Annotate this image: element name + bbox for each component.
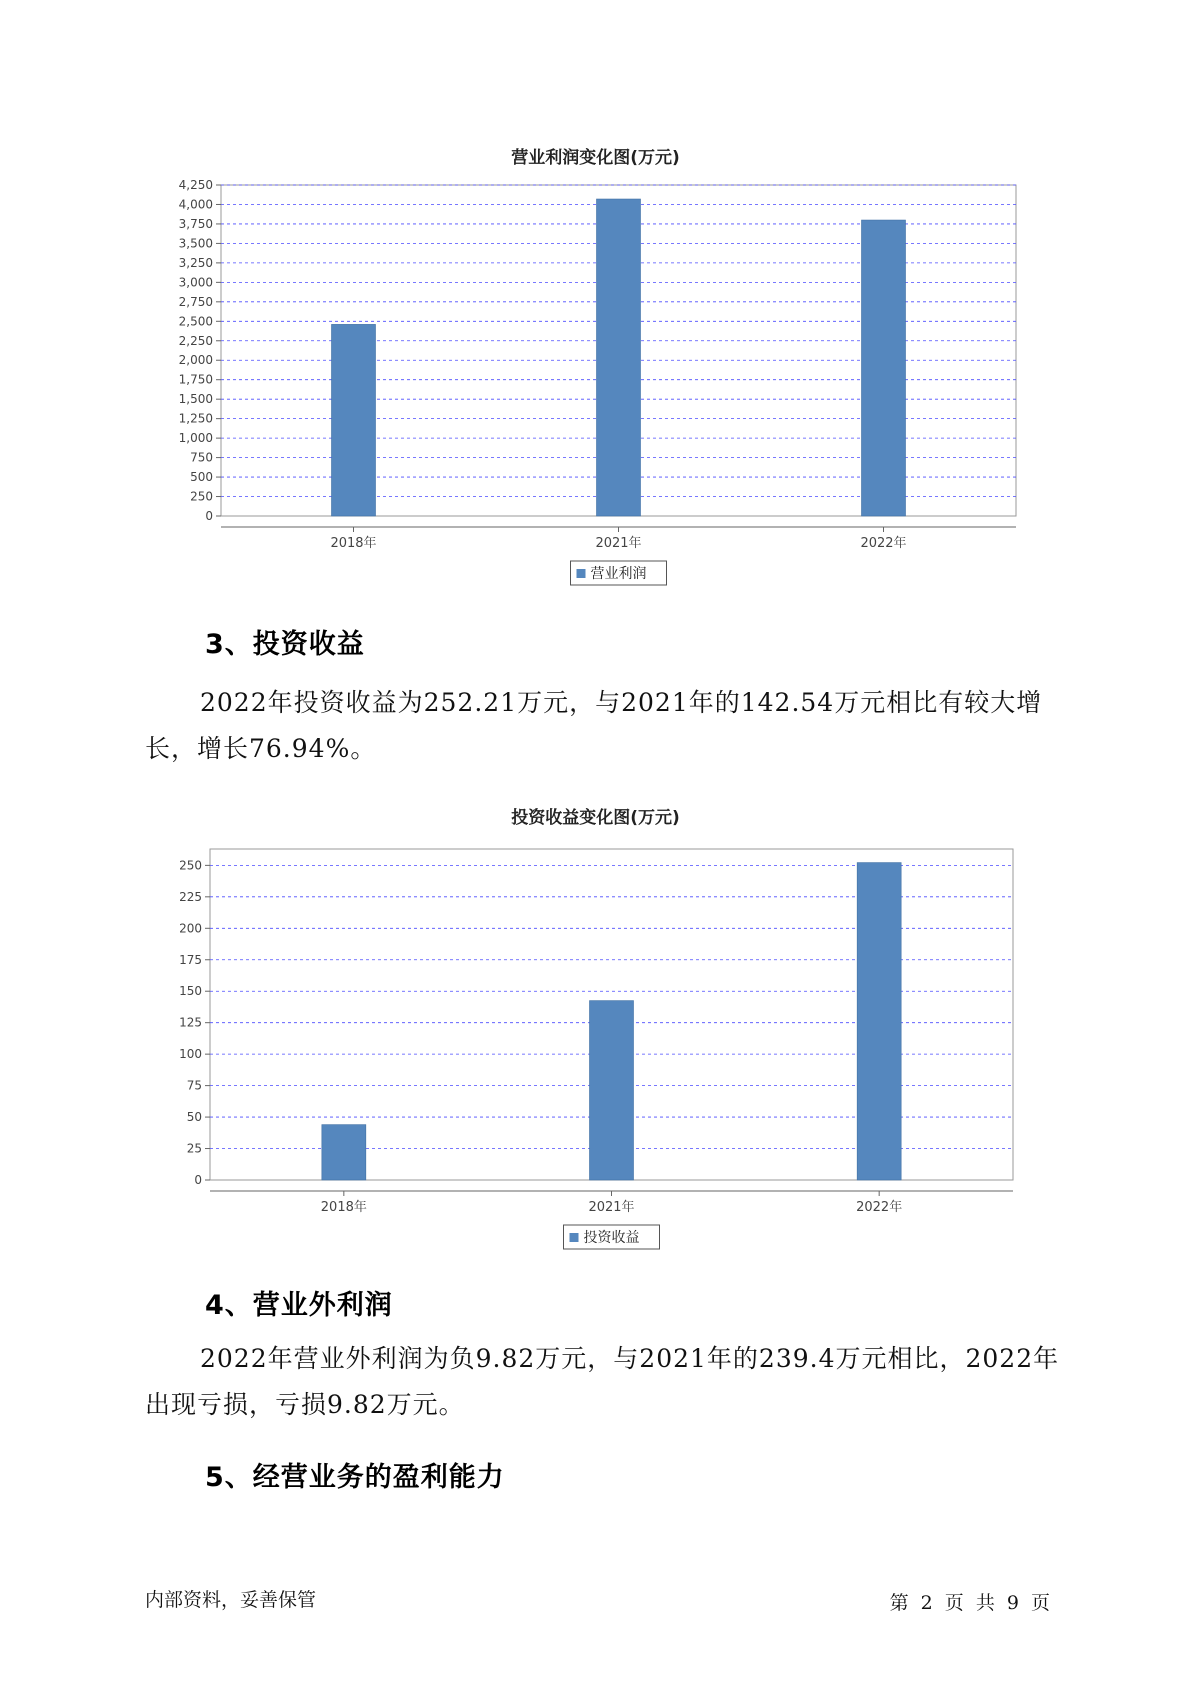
x-tick-label: 2018年 [330,536,377,551]
legend-label: 营业利润 [590,566,647,582]
y-tick-label: 3,000 [178,275,213,290]
y-tick-label: 1,250 [178,411,213,426]
y-tick-label: 4,250 [178,178,213,192]
y-tick-label: 200 [179,921,202,936]
y-tick-label: 2,750 [178,294,213,309]
y-tick-label: 100 [179,1047,202,1062]
y-tick-label: 2,250 [178,333,213,348]
bar-2018年 [322,1125,366,1180]
section-5-heading: 5、经营业务的盈利能力 [205,1462,505,1493]
y-tick-label: 0 [205,509,213,523]
y-tick-label: 1,000 [178,431,213,446]
y-tick-label: 3,500 [178,236,213,251]
section-4-heading: 4、营业外利润 [205,1290,393,1321]
x-tick-label: 2021年 [588,1200,635,1215]
y-tick-label: 125 [179,1015,202,1030]
y-tick-label: 150 [179,984,202,999]
y-tick-label: 3,750 [178,216,213,231]
bar-2021年 [590,1001,634,1180]
x-tick-label: 2021年 [595,536,642,551]
y-tick-label: 500 [190,470,213,485]
y-tick-label: 3,250 [178,255,213,270]
chart1-title: 营业利润变化图(万元) [511,148,680,168]
y-tick-label: 25 [186,1141,202,1156]
x-tick-label: 2022年 [860,536,907,551]
y-tick-label: 750 [190,450,213,465]
y-tick-label: 1,750 [178,372,213,387]
section-3-line-2: 长，增长76.94%。 [145,734,377,763]
footer-page-number: 第 2 页 共 9 页 [889,1592,1053,1614]
section-3-heading: 3、投资收益 [205,629,365,660]
y-tick-label: 4,000 [178,197,213,212]
y-tick-label: 250 [179,858,202,873]
y-tick-label: 2,500 [178,314,213,329]
legend-swatch [570,1233,579,1242]
chart2-title: 投资收益变化图(万元) [511,808,680,828]
section-4-line-2: 出现亏损，亏损9.82万元。 [145,1390,465,1419]
section-4-paragraph [145,1336,1065,1428]
y-tick-label: 0 [194,1173,202,1187]
footer-confidential-note: 内部资料，妥善保管 [145,1589,317,1611]
y-tick-label: 225 [179,889,202,904]
y-tick-label: 75 [186,1078,202,1093]
section-3-line-1: 2022年投资收益为252.21万元，与2021年的142.54万元相比有较大增 [200,688,1043,717]
y-tick-label: 50 [186,1110,202,1125]
x-tick-label: 2022年 [856,1200,903,1215]
section-4-line-1: 2022年营业外利润为负9.82万元，与2021年的239.4万元相比，2022年 [200,1344,1060,1373]
x-tick-label: 2018年 [320,1200,367,1215]
y-tick-label: 2,000 [178,353,213,368]
y-tick-label: 175 [179,952,202,967]
bar-2022年 [857,863,901,1180]
legend-label: 投资收益 [583,1230,640,1246]
y-tick-label: 250 [190,489,213,504]
y-tick-label: 1,500 [178,392,213,407]
